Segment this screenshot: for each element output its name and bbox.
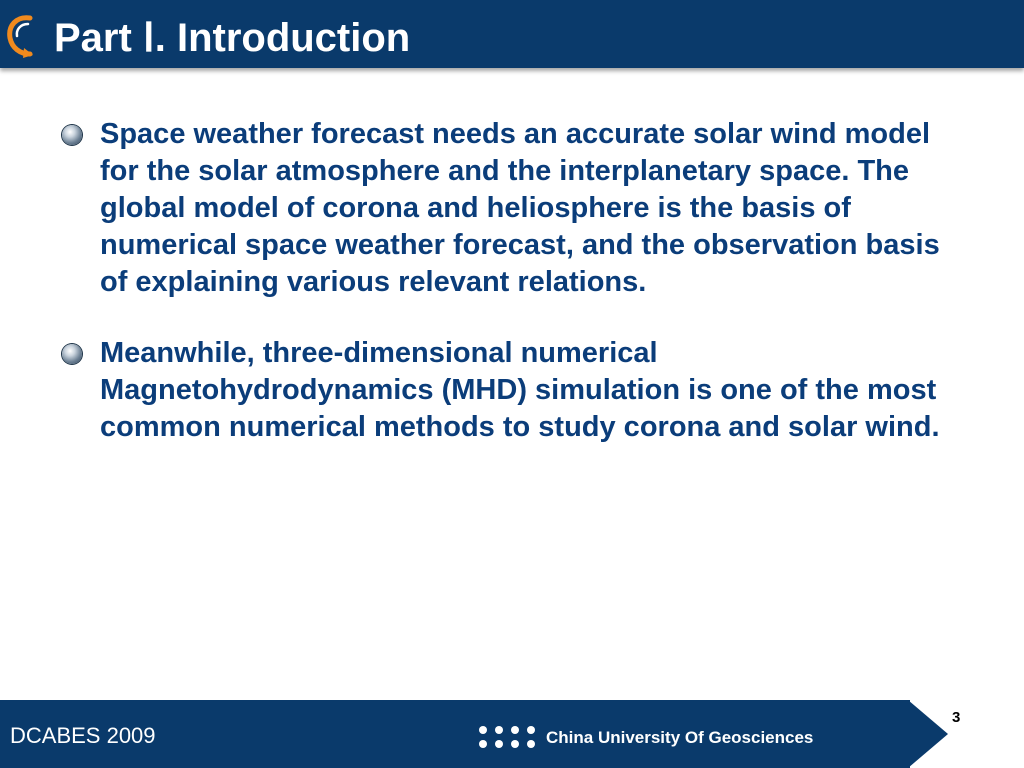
bullet-item [62,116,962,301]
bullet-text: Meanwhile, three-dimensional numerical Magnetohydrodynamics (MHD) simulation is one of the most common numerical methods to study corona and solar wind. [100,337,940,443]
slide-title: Part Ⅰ. Introduction [54,16,411,60]
dots-grid-icon [477,724,541,752]
curved-arrow-logo-icon [6,14,36,58]
title-bar [0,0,1024,68]
footer-conference-label: DCABES 2009 [10,723,156,748]
sphere-bullet-icon [62,344,82,364]
sphere-bullet-icon [62,125,82,145]
footer-institution-label: China University Of Geosciences [546,728,814,747]
slide-content [62,116,962,480]
page-number: 3 [952,709,961,726]
bullet-item [62,335,962,446]
footer-arrow-shape [908,700,948,768]
bullet-text: Space weather forecast needs an accurate solar wind model for the solar atmosphere and the interplanetary space. The global model of corona and heliosphere is the basis of numerical space weather forecast, and the observation basis of explaining various relevant relations. [100,118,940,298]
